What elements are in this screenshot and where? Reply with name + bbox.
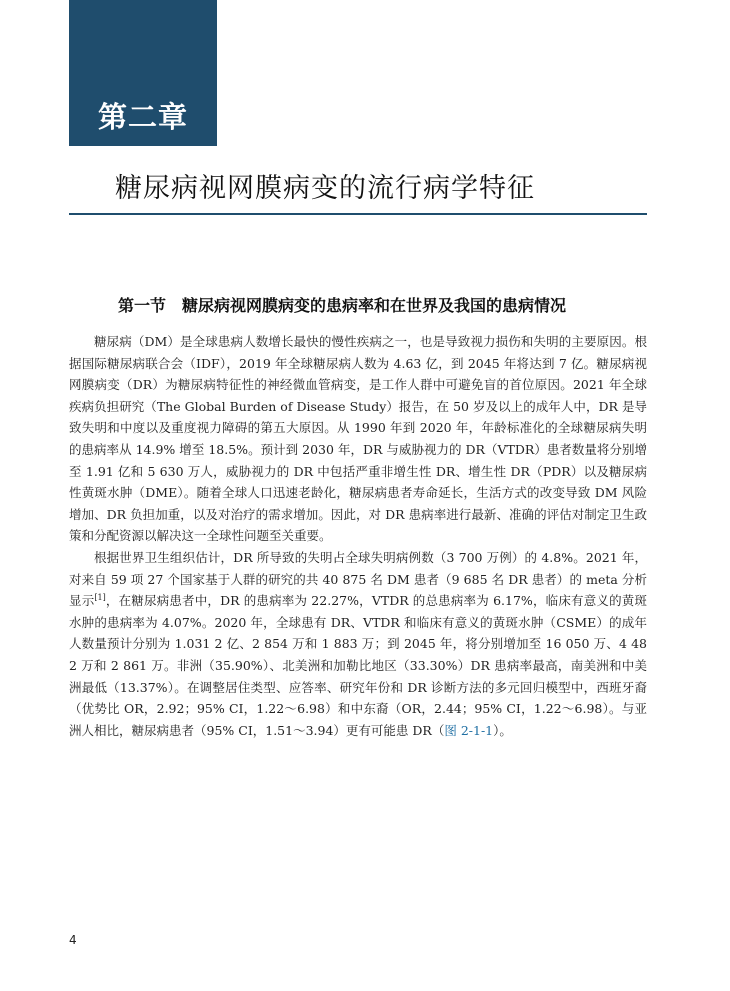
chapter-banner	[69, 0, 217, 146]
paragraph-2	[69, 547, 647, 741]
chapter-label: 第二章	[97, 100, 188, 134]
title-divider	[69, 213, 647, 215]
paragraph-1: 糖尿病（DM）是全球患病人数增长最快的慢性疾病之一，也是导致视力损伤和失明的主要原因。根据国际糖尿病联合会（IDF），2019 年全球糖尿病人数为 4.63 亿，到 2045 年将达到 7 亿。糖尿病视网膜病变（DR）为糖尿病特征性的神经微血管病变，是工作人群中可避免盲的首位原因。2021 年全球疾病负担研究（The Global Burden of Disease Study）报告，在 50 岁及以上的成年人中，DR 是导致失明和中度以及重度视力障碍的第五大原因。从 1990 年到 2020 年，年龄标准化的全球糖尿病失明的患病率从 14.9% 增至 18.5%。预计到 2030 年，DR 与威胁视力的 DR（VTDR）患者数量将分别增至 1.91 亿和 5 630 万人，威胁视力的 DR 中包括严重非增生性 DR、增生性 DR（PDR）以及糖尿病性黄斑水肿（DME）。随着全球人口迅速老龄化，糖尿病患者寿命延长，生活方式的改变导致 DM 风险增加、DR 负担加重，以及对治疗的需求增加。因此，对 DR 患病率进行最新、准确的评估对制定卫生政策和分配资源以解决这一全球性问题至关重要。	[69, 334, 647, 544]
section-heading: 第一节 糖尿病视网膜病变的患病率和在世界及我国的患病情况	[118, 296, 567, 315]
citation-ref[interactable]: [1]	[94, 592, 106, 602]
paragraph-2-text-b: ，在糖尿病患者中，DR 的患病率为 22.27%，VTDR 的总患病率为 6.17%，临床有意义的黄斑水肿的患病率为 4.07%。2020 年，全球患有 DR、VTDR 和临床有意义的黄斑水肿（CSME）的成年人数量预计分别为 1.031 2 亿、2 854 万和 1 883 万；到 2045 年，将分别增加至 16 050 万、4 482 万和 2 861 万。非洲（35.90%）、北美洲和加勒比地区（33.30%）DR 患病率最高，南美洲和中美洲最低（13.37%）。在调整居住类型、应答率、研究年份和 DR 诊断方法的多元回归模型中，西班牙裔（优势比 OR，2.92；95% CI，1.22～6.98）和中东裔（OR，2.44；95% CI，1.22～6.98）。与亚洲人相比，糖尿病患者（95% CI，1.51～3.94）更有可能患 DR（	[69, 593, 647, 738]
figure-reference-link[interactable]: 图 2-1-1	[444, 722, 494, 738]
page-number: 4	[69, 933, 77, 947]
paragraph-2-text-a: 根据世界卫生组织估计，DR 所导致的失明占全球失明病例数（3 700 万例）的 4.8%。2021 年，对来自 59 项 27 个国家基于人群的研究的共 40 875 名 DM 患者（9 685 名 DR 患者）的 meta 分析显示	[69, 549, 647, 609]
body-text	[69, 331, 647, 741]
paragraph-2-text-c: ）。	[493, 722, 512, 738]
chapter-title: 糖尿病视网膜病变的流行病学特征	[115, 173, 535, 204]
